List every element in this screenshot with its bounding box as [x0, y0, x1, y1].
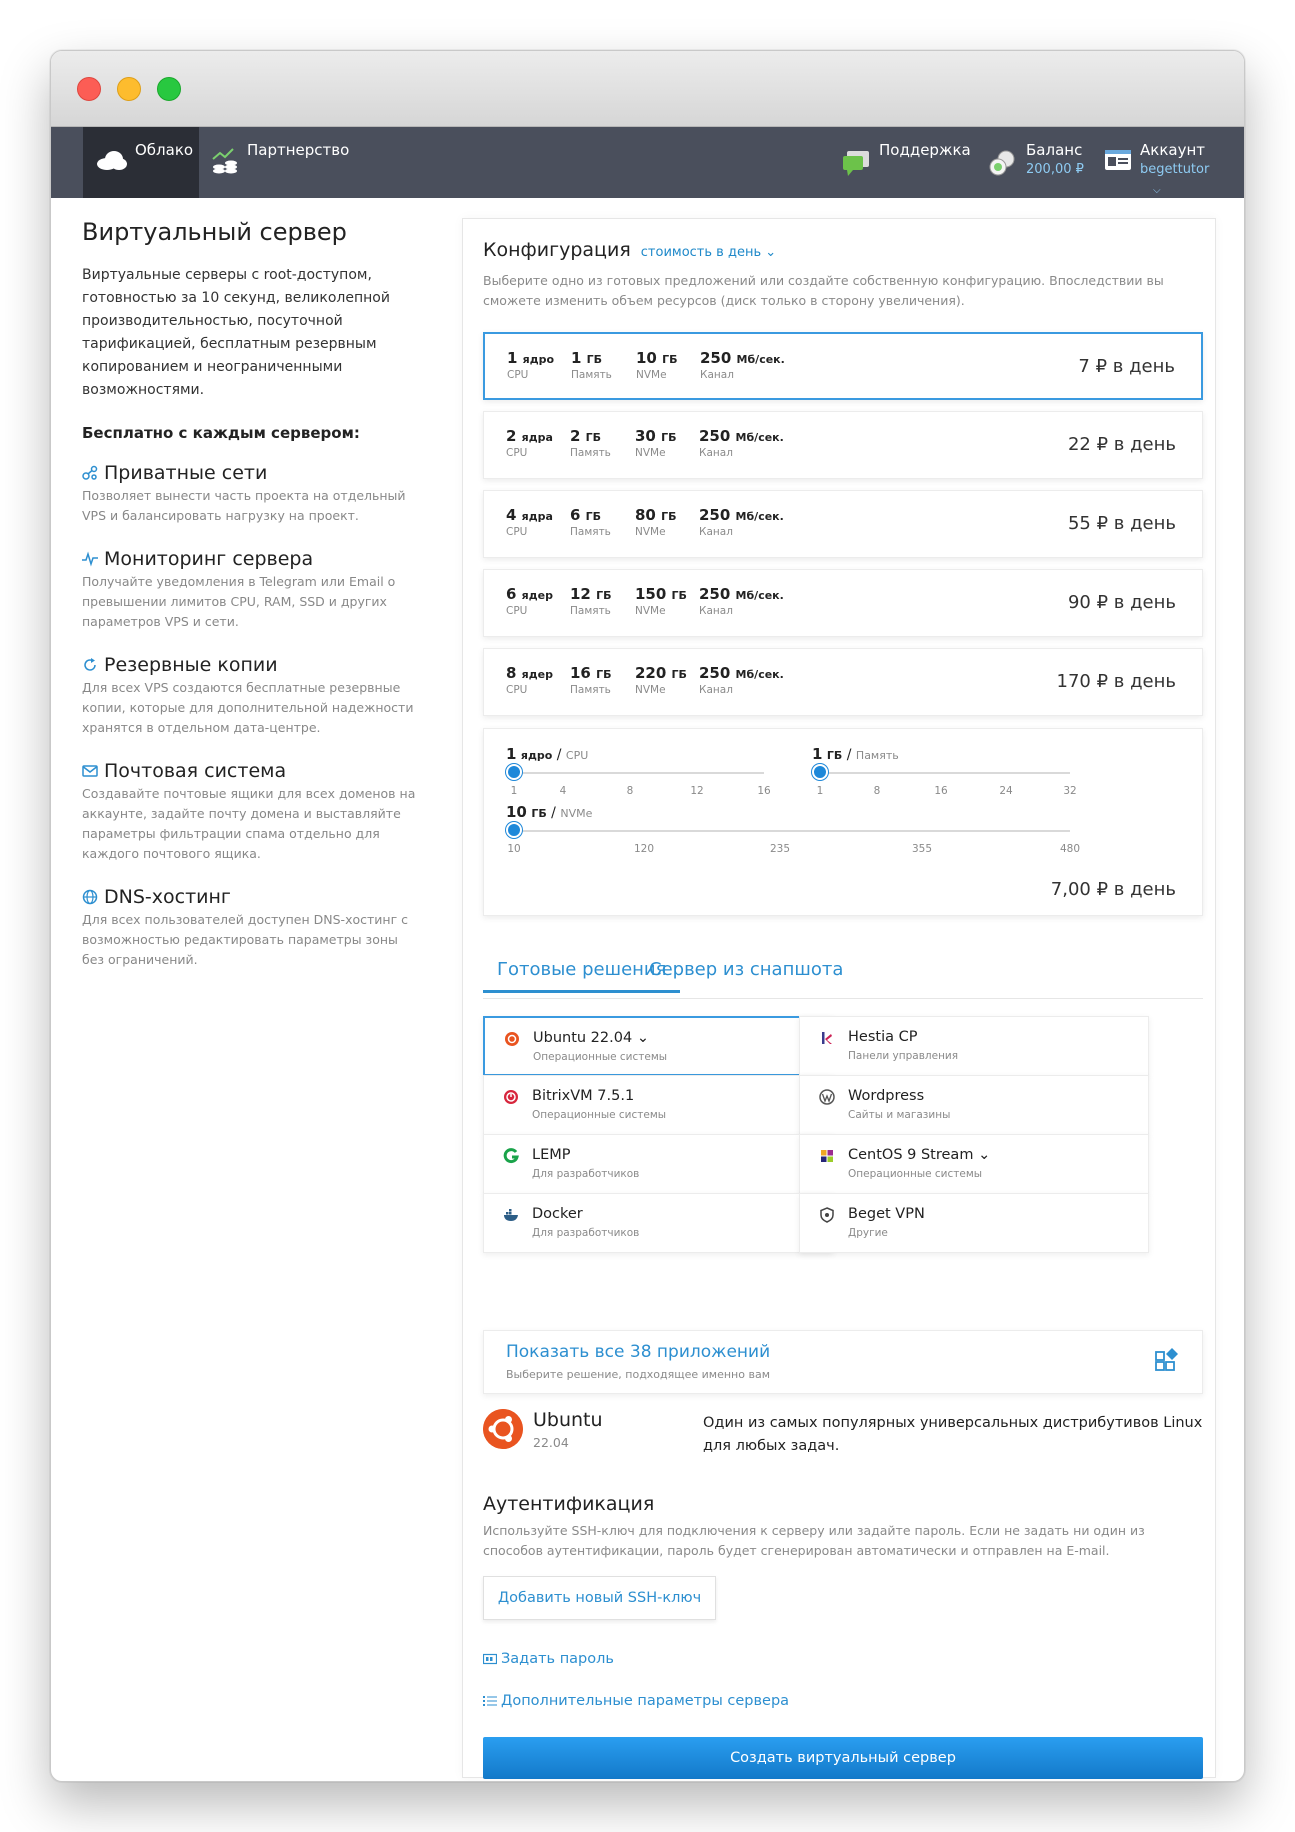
- custom-config-card: [483, 728, 1203, 916]
- account-card-icon: [1104, 149, 1132, 173]
- feature-desc: Создавайте почтовые ящики для всех доменов на аккаунте, задайте почту домена и выставляйте параметры фильтрации спама отдельно для каждого почтового ящика.: [82, 786, 416, 861]
- nav-support-label: Поддержка: [879, 141, 971, 159]
- chevron-down-icon: ⌄: [765, 245, 777, 260]
- account-block: [1140, 141, 1209, 179]
- app-card-lemp[interactable]: [483, 1134, 833, 1194]
- app-category: Другие: [848, 1227, 888, 1239]
- feature-monitoring: [82, 548, 422, 632]
- plan-card[interactable]: 2 ядра CPU 2 ГБ Память 30 ГБ NVMe 250 Мб/сек. Канал 22 ₽ в день: [483, 411, 1203, 479]
- feature-title: Резервные копии: [104, 654, 278, 676]
- cpu-tick: 8: [626, 785, 634, 797]
- config-header: [483, 239, 776, 261]
- lemp-icon: [503, 1148, 519, 1164]
- balance-label: Баланс: [1026, 141, 1083, 159]
- plan-price: 55 ₽ в день: [1067, 513, 1176, 534]
- vpn-icon: [819, 1207, 835, 1223]
- ram-tick: 24: [999, 785, 1013, 797]
- page-title: Виртуальный сервер: [82, 218, 347, 246]
- account-chevron-down-icon[interactable]: ⌵: [1153, 185, 1161, 196]
- app-category: Сайты и магазины: [848, 1109, 951, 1121]
- ram-slider-handle[interactable]: [812, 764, 828, 780]
- feature-desc: Для всех пользователей доступен DNS-хостинг с возможностью редактировать параметры зоны без ограничений.: [82, 912, 408, 967]
- free-features-heading: Бесплатно с каждым сервером:: [82, 424, 360, 442]
- set-password-link[interactable]: Задать пароль: [483, 1651, 614, 1667]
- app-card-hestia[interactable]: [799, 1016, 1149, 1076]
- apps-grid-icon: [1154, 1347, 1180, 1373]
- config-description: Выберите одно из готовых предложений или создайте собственную конфигурацию. Впоследствии вы сможете изменить объем ресурсов (диск только в сторону увеличения).: [483, 273, 1164, 308]
- left-info-column: [82, 218, 422, 992]
- feature-title: Почтовая система: [104, 760, 287, 782]
- disk-tick: 355: [911, 843, 933, 855]
- app-card-docker[interactable]: [483, 1193, 833, 1253]
- feature-title: Приватные сети: [104, 462, 268, 484]
- ubuntu-logo-icon: [483, 1409, 523, 1449]
- disk-slider-label: 10 ГБ / NVMe: [506, 803, 593, 821]
- page-description: Виртуальные серверы с root-доступом, готовностью за 10 секунд, великолепной производительностью, посуточной тарификацией, бесплатным резервным копированием и неограниченными возможностями.: [82, 267, 390, 398]
- docker-icon: [503, 1207, 519, 1223]
- app-name: Ubuntu 22.04: [533, 1030, 633, 1046]
- coins-icon: [988, 149, 1018, 177]
- cloud-icon: [95, 149, 127, 171]
- chevron-down-icon: ⌄: [978, 1147, 991, 1163]
- balance-block: [1026, 141, 1084, 179]
- feature-title: DNS-хостинг: [104, 886, 231, 908]
- account-username: begettutor: [1140, 162, 1210, 177]
- feature-mail: [82, 760, 422, 864]
- plan-price: 7 ₽ в день: [1078, 356, 1175, 377]
- ram-tick: 8: [873, 785, 881, 797]
- nav-partnership-label: Партнерство: [247, 141, 350, 159]
- app-category: Операционные системы: [532, 1109, 667, 1121]
- app-category: Для разработчиков: [532, 1227, 640, 1239]
- app-card-vpn[interactable]: [799, 1193, 1149, 1253]
- minimize-window-button[interactable]: [117, 77, 141, 101]
- selected-os-info: [483, 1409, 1203, 1469]
- app-category: Операционные системы: [533, 1051, 668, 1063]
- globe-icon: [82, 889, 98, 905]
- solutions-tabs: [483, 959, 1203, 999]
- balance-value: 200,00 ₽: [1026, 162, 1084, 177]
- account-label: Аккаунт: [1140, 141, 1205, 159]
- title-bar: [51, 51, 1244, 127]
- bitrix-icon: [503, 1089, 519, 1105]
- app-name: Beget VPN: [848, 1206, 925, 1222]
- cpu-tick: 12: [690, 785, 704, 797]
- add-ssh-key-button[interactable]: Добавить новый SSH-ключ: [483, 1576, 716, 1620]
- app-card-bitrix[interactable]: [483, 1075, 833, 1135]
- cpu-slider-track[interactable]: [514, 772, 764, 774]
- browser-window: [50, 50, 1245, 1782]
- feature-title: Мониторинг сервера: [104, 548, 314, 570]
- disk-tick: 235: [769, 843, 791, 855]
- app-card-wordpress[interactable]: [799, 1075, 1149, 1135]
- cpu-tick: 1: [510, 785, 518, 797]
- feature-desc: Позволяет вынести часть проекта на отдельный VPS и балансировать нагрузку на проект.: [82, 488, 406, 523]
- ram-slider-track[interactable]: [820, 772, 1070, 774]
- cpu-tick: 4: [559, 785, 567, 797]
- feature-desc: Получайте уведомления в Telegram или Email о превышении лимитов CPU, RAM, SSD и других параметров VPS и сети.: [82, 574, 396, 629]
- app-name: LEMP: [532, 1147, 571, 1163]
- config-title: Конфигурация: [483, 239, 631, 261]
- top-navigation: [51, 127, 1244, 198]
- plan-price: 22 ₽ в день: [1067, 434, 1176, 455]
- ram-tick: 32: [1063, 785, 1077, 797]
- show-all-subtitle: Выберите решение, подходящее именно вам: [506, 1368, 770, 1381]
- app-card-centos[interactable]: [799, 1134, 1149, 1194]
- envelope-icon: [82, 763, 98, 779]
- ram-tick: 16: [934, 785, 948, 797]
- feature-private-networks: [82, 462, 422, 526]
- os-name: Ubuntu: [533, 1409, 603, 1431]
- price-period-select[interactable]: стоимость в день ⌄: [640, 245, 777, 260]
- app-name: Wordpress: [848, 1088, 925, 1104]
- disk-tick: 480: [1059, 843, 1081, 855]
- app-name: CentOS 9 Stream: [848, 1147, 974, 1163]
- ram-tick: 1: [816, 785, 824, 797]
- plan-card[interactable]: 1 ядро CPU 1 ГБ Память 10 ГБ NVMe 250 Мб/сек. Канал 7 ₽ в день: [483, 332, 1203, 400]
- settings-list-icon: [483, 1695, 497, 1707]
- wordpress-icon: [819, 1089, 835, 1105]
- create-server-button[interactable]: Создать виртуальный сервер: [483, 1737, 1203, 1779]
- feature-desc: Для всех VPS создаются бесплатные резервные копии, которые для дополнительной надежности хранятся в отдельном дата-центре.: [82, 680, 414, 735]
- extra-params-link[interactable]: Дополнительные параметры сервера: [483, 1693, 789, 1709]
- nav-support[interactable]: [841, 127, 971, 198]
- tab-ready-solutions[interactable]: Готовые решения: [483, 959, 680, 993]
- app-name: BitrixVM 7.5.1: [532, 1088, 635, 1104]
- feature-backups: [82, 654, 422, 738]
- plan-card[interactable]: 8 ядер CPU 16 ГБ Память 220 ГБ NVMe 250 Мб/сек. Канал 170 ₽ в день: [483, 648, 1203, 716]
- plan-card[interactable]: 4 ядра CPU 6 ГБ Память 80 ГБ NVMe 250 Мб/сек. Канал 55 ₽ в день: [483, 490, 1203, 558]
- cpu-slider-handle[interactable]: [506, 764, 522, 780]
- app-category: Панели управления: [848, 1050, 959, 1062]
- cpu-tick: 16: [757, 785, 771, 797]
- chevron-down-icon: ⌄: [636, 1030, 649, 1046]
- ram-slider-label: 1 ГБ / Память: [812, 745, 899, 763]
- plan-price: 170 ₽ в день: [1056, 671, 1176, 692]
- support-chat-icon: [841, 149, 871, 177]
- partnership-icon: [211, 147, 241, 175]
- config-panel: [462, 218, 1216, 1778]
- nav-cloud-label: Облако: [135, 141, 194, 159]
- network-icon: [82, 465, 98, 481]
- app-card-ubuntu[interactable]: [483, 1016, 833, 1076]
- app-name: Hestia CP: [848, 1029, 918, 1045]
- app-name: Docker: [532, 1206, 583, 1222]
- nav-cloud[interactable]: [83, 127, 199, 198]
- tab-snapshot-server[interactable]: Сервер из снапшота: [649, 959, 844, 980]
- main-content: [51, 198, 1244, 1782]
- password-icon: [483, 1653, 497, 1665]
- auth-title: Аутентификация: [483, 1493, 655, 1515]
- disk-slider-track[interactable]: [514, 830, 1070, 832]
- ubuntu-icon: [504, 1031, 520, 1047]
- feature-dns: [82, 886, 422, 970]
- refresh-icon: [82, 657, 98, 673]
- show-all-apps-button[interactable]: [483, 1330, 1203, 1394]
- auth-description: Используйте SSH-ключ для подключения к серверу или задайте пароль. Если не задать ни один из способов аутентификации, пароль будет сгенерирован автоматически и отправлен на E-mail.: [483, 1523, 1145, 1558]
- os-description: Один из самых популярных универсальных дистрибутивов Linux для любых задач.: [703, 1415, 1203, 1454]
- maximize-window-button[interactable]: [157, 77, 181, 101]
- plan-card[interactable]: 6 ядер CPU 12 ГБ Память 150 ГБ NVMe 250 Мб/сек. Канал 90 ₽ в день: [483, 569, 1203, 637]
- show-all-title: Показать все 38 приложений: [506, 1342, 771, 1362]
- app-category: Для разработчиков: [532, 1168, 640, 1180]
- disk-tick: 120: [633, 843, 655, 855]
- plan-price: 90 ₽ в день: [1067, 592, 1176, 613]
- app-category: Операционные системы: [848, 1168, 983, 1180]
- nav-partnership[interactable]: [211, 127, 349, 198]
- hestia-icon: [819, 1030, 835, 1046]
- disk-slider-handle[interactable]: [506, 822, 522, 838]
- custom-price: 7,00 ₽ в день: [1050, 879, 1176, 900]
- os-version: 22.04: [533, 1435, 569, 1450]
- disk-tick: 10: [507, 843, 521, 855]
- close-window-button[interactable]: [77, 77, 101, 101]
- centos-icon: [819, 1148, 835, 1164]
- nav-balance[interactable]: [988, 127, 1084, 198]
- cpu-slider-label: 1 ядро / CPU: [506, 745, 589, 763]
- pulse-icon: [82, 551, 98, 567]
